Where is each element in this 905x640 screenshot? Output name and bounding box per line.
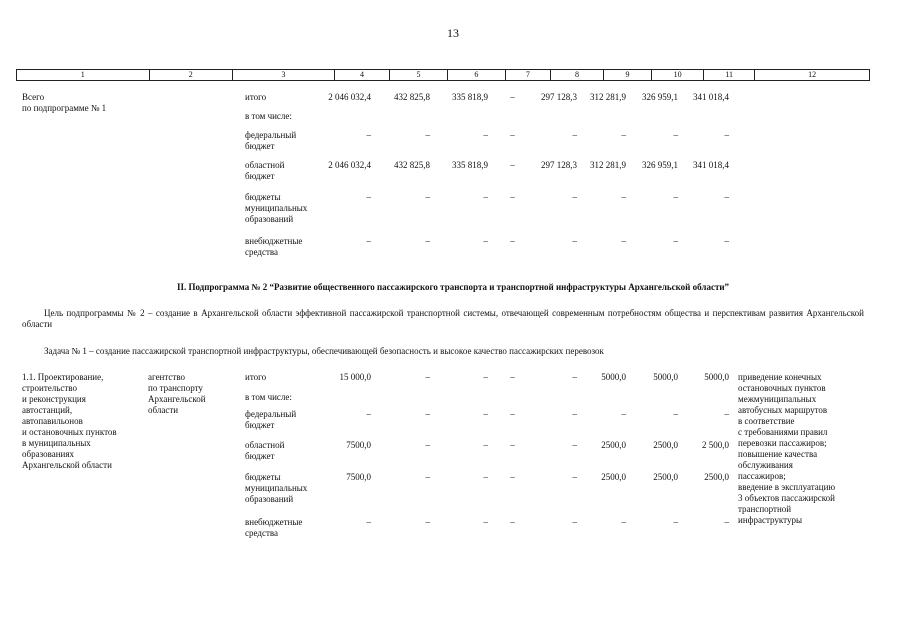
measure-row-value: – — [724, 409, 729, 419]
summary-row-value: 297 128,3 — [541, 92, 577, 102]
summary-row-value: 326 959,1 — [642, 160, 678, 170]
measure-row-value: – — [425, 472, 430, 482]
summary-row-value: – — [366, 130, 371, 140]
summary-row-value: – — [724, 130, 729, 140]
summary-row-label: бюджеты — [245, 192, 281, 202]
measure-row-value: – — [621, 409, 626, 419]
column-number-2: 2 — [150, 70, 233, 80]
summary-row-value: – — [425, 130, 430, 140]
measure-row-value: – — [510, 372, 515, 382]
subprogram-title: II. Подпрограмма № 2 “Развитие общественного пассажирского транспорта и транспортной инфраструктуры Архангельской области” — [176, 282, 730, 292]
measure-row-value: 15 000,0 — [339, 372, 371, 382]
measure-result-line: обслуживания — [738, 460, 793, 470]
measure-row-value: 2500,0 — [653, 472, 678, 482]
measure-row-value: – — [483, 517, 488, 527]
measure-row-value: 2500,0 — [601, 472, 626, 482]
measure-row-value: – — [483, 440, 488, 450]
measure-executor-line: области — [148, 405, 179, 415]
summary-row-value: – — [510, 92, 515, 102]
summary-row-value: – — [724, 236, 729, 246]
measure-row-value: – — [483, 472, 488, 482]
measure-name-line: и остановочных пунктов — [22, 427, 117, 437]
summary-row-value: – — [621, 130, 626, 140]
summary-row-value: – — [724, 192, 729, 202]
column-number-7: 7 — [506, 70, 551, 80]
measure-row-value: 7500,0 — [346, 440, 371, 450]
summary-row-label: бюджет — [245, 141, 275, 151]
summary-row-value: – — [673, 236, 678, 246]
measure-row-value: – — [510, 472, 515, 482]
measure-row-value: – — [724, 517, 729, 527]
measure-row-value: – — [572, 472, 577, 482]
measure-result-line: введение в эксплуатацию — [738, 482, 836, 492]
summary-row-value: – — [366, 192, 371, 202]
summary-row-label: итого — [245, 92, 267, 102]
measure-row-value: – — [483, 372, 488, 382]
summary-row-value: – — [621, 192, 626, 202]
summary-row-value: – — [483, 236, 488, 246]
measure-result-line: автобусных маршрутов — [738, 405, 828, 415]
measure-name-line: в муниципальных — [22, 438, 91, 448]
summary-row-value: – — [673, 192, 678, 202]
summary-row-value: 335 818,9 — [452, 160, 488, 170]
measure-result-line: приведение конечных — [738, 372, 822, 382]
summary-row-label: федеральный — [245, 130, 297, 140]
measure-row-label: в том числе: — [245, 392, 292, 402]
summary-row-value: 2 046 032,4 — [328, 92, 371, 102]
measure-executor-line: Архангельской — [148, 394, 206, 404]
measure-row-label: образований — [245, 494, 294, 504]
summary-row-value: – — [572, 192, 577, 202]
column-number-header — [16, 69, 870, 81]
measure-row-label: бюджеты — [245, 472, 281, 482]
measure-result-line: межмуниципальных — [738, 394, 817, 404]
measure-row-label: внебюджетные — [245, 517, 303, 527]
measure-row-value: 5000,0 — [653, 372, 678, 382]
measure-row-value: – — [425, 372, 430, 382]
measure-row-value: 5000,0 — [601, 372, 626, 382]
measure-row-value: – — [673, 409, 678, 419]
summary-row-value: – — [483, 192, 488, 202]
summary-row-value: – — [621, 236, 626, 246]
summary-title-line: Всего — [22, 92, 45, 102]
measure-row-value: – — [510, 409, 515, 419]
measure-row-value: – — [510, 440, 515, 450]
column-number-4: 4 — [335, 70, 390, 80]
summary-row-label: в том числе: — [245, 111, 292, 121]
measure-row-value: 2500,0 — [601, 440, 626, 450]
summary-row-value: – — [483, 130, 488, 140]
column-number-8: 8 — [551, 70, 604, 80]
measure-row-label: средства — [245, 528, 279, 538]
summary-row-value: 326 959,1 — [642, 92, 678, 102]
task-heading: Задача № 1 – создание пассажирской транспортной инфраструктуры, обеспечивающей безопасность и высокое качество пассажирских перевозок — [44, 346, 604, 356]
measure-row-value: – — [425, 440, 430, 450]
measure-name-line: автопавильонов — [22, 416, 83, 426]
measure-result-line: повышение качества — [738, 449, 818, 459]
measure-row-value: 2 500,0 — [702, 440, 729, 450]
summary-row-value: 2 046 032,4 — [328, 160, 371, 170]
summary-row-value: – — [510, 192, 515, 202]
summary-row-value: 335 818,9 — [452, 92, 488, 102]
summary-row-value: – — [572, 130, 577, 140]
summary-row-value: – — [425, 192, 430, 202]
measure-result-line: пассажиров; — [738, 471, 786, 481]
measure-row-label: федеральный — [245, 409, 297, 419]
summary-row-value: – — [572, 236, 577, 246]
page-number: 13 — [447, 26, 459, 40]
measure-row-value: 2500,0 — [704, 472, 729, 482]
column-number-3: 3 — [233, 70, 335, 80]
measure-name-line: 1.1. Проектирование, — [22, 372, 104, 382]
measure-name-line: Архангельской области — [22, 460, 112, 470]
measure-row-value: – — [572, 517, 577, 527]
summary-row-label: муниципальных — [245, 203, 308, 213]
summary-row-value: 341 018,4 — [693, 160, 729, 170]
column-number-5: 5 — [390, 70, 448, 80]
measure-row-value: – — [673, 517, 678, 527]
measure-name-line: образованиях — [22, 449, 74, 459]
measure-row-label: областной — [245, 440, 285, 450]
summary-row-label: бюджет — [245, 171, 275, 181]
measure-result-line: с требованиями правил — [738, 427, 828, 437]
summary-row-value: – — [366, 236, 371, 246]
measure-executor-line: по транспорту — [148, 383, 203, 393]
summary-row-value: 432 825,8 — [394, 160, 430, 170]
summary-row-value: – — [425, 236, 430, 246]
measure-result-line: транспортной — [738, 504, 792, 514]
summary-row-value: – — [673, 130, 678, 140]
measure-result-line: в соответствие — [738, 416, 795, 426]
summary-row-value: 341 018,4 — [693, 92, 729, 102]
column-number-12: 12 — [808, 70, 817, 79]
measure-row-value: – — [425, 517, 430, 527]
summary-row-value: 312 281,9 — [590, 160, 626, 170]
measure-row-label: муниципальных — [245, 483, 308, 493]
measure-result-line: инфраструктуры — [738, 515, 802, 525]
summary-row-label: образований — [245, 214, 294, 224]
measure-row-value: – — [572, 409, 577, 419]
subprogram-goal: Цель подпрограммы № 2 – создание в Архангельской области эффективной пассажирской транспортной системы, отвечающей современным потребностям общества и перспективам развития Архангельской области — [22, 308, 864, 329]
column-number-1: 1 — [17, 70, 150, 80]
measure-name-line: автостанций, — [22, 405, 73, 415]
measure-result-line: 3 объектов пассажирской — [738, 493, 835, 503]
measure-row-label: бюджет — [245, 451, 275, 461]
summary-title-line: по подпрограмме № 1 — [22, 103, 107, 113]
measure-row-value: – — [425, 409, 430, 419]
summary-row-value: 297 128,3 — [541, 160, 577, 170]
measure-executor-line: агентство — [148, 372, 186, 382]
measure-result-line: остановочных пунктов — [738, 383, 826, 393]
summary-row-value: – — [510, 130, 515, 140]
measure-row-value: 2500,0 — [653, 440, 678, 450]
measure-name-line: строительство — [22, 383, 77, 393]
column-number-9: 9 — [604, 70, 652, 80]
measure-name-line: и реконструкция — [22, 394, 86, 404]
measure-row-label: итого — [245, 372, 267, 382]
measure-row-value: – — [483, 409, 488, 419]
summary-row-label: областной — [245, 160, 285, 170]
measure-row-value: – — [621, 517, 626, 527]
measure-row-value: – — [366, 517, 371, 527]
measure-row-value: 7500,0 — [346, 472, 371, 482]
measure-row-value: 5000,0 — [704, 372, 729, 382]
summary-row-value: – — [510, 236, 515, 246]
column-number-11: 11 — [704, 70, 755, 80]
summary-row-value: 432 825,8 — [394, 92, 430, 102]
summary-row-label: внебюджетные — [245, 236, 303, 246]
measure-row-value: – — [510, 517, 515, 527]
measure-row-label: бюджет — [245, 420, 275, 430]
measure-result-line: перевозки пассажиров; — [738, 438, 827, 448]
measure-row-value: – — [572, 372, 577, 382]
measure-row-value: – — [366, 409, 371, 419]
column-number-6: 6 — [448, 70, 506, 80]
summary-row-value: – — [510, 160, 515, 170]
summary-row-value: 312 281,9 — [590, 92, 626, 102]
summary-row-label: средства — [245, 247, 279, 257]
measure-row-value: – — [572, 440, 577, 450]
column-number-10: 10 — [652, 70, 704, 80]
